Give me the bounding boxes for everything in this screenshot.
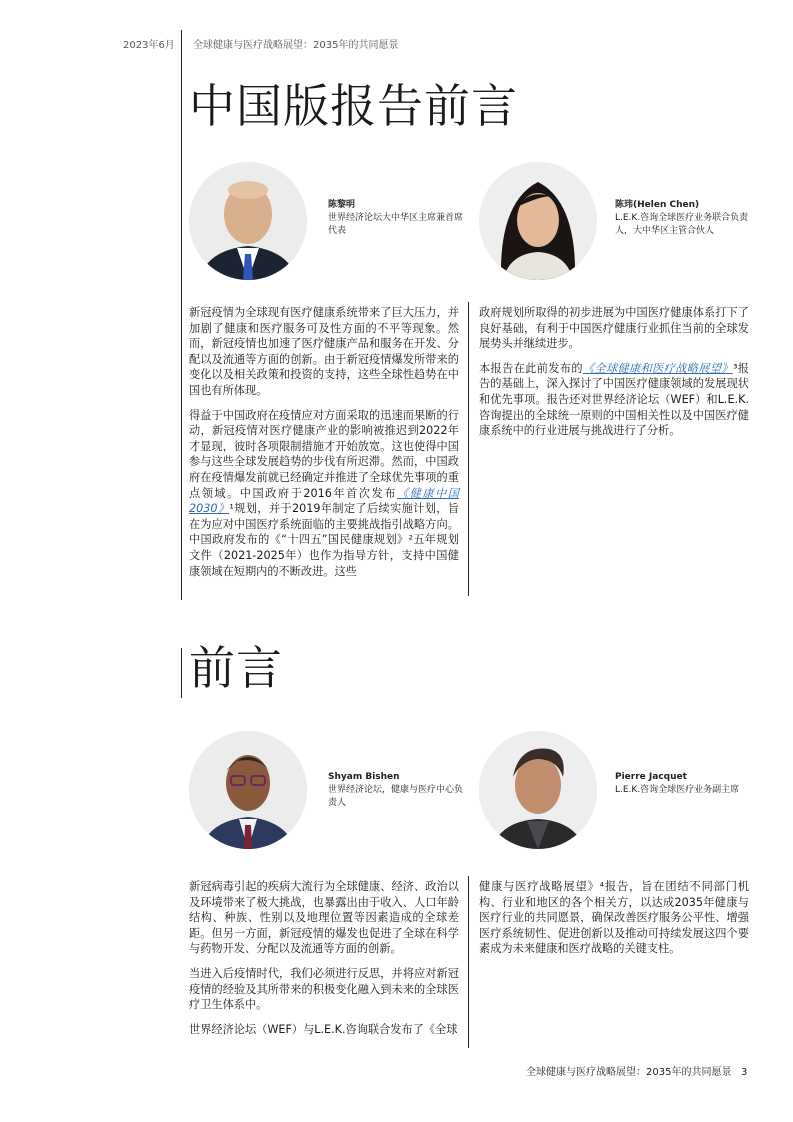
- section1-right-column: [479, 305, 749, 448]
- person-name: 陈玮(Helen Chen): [615, 200, 700, 210]
- person2-caption: [615, 199, 750, 238]
- paragraph: 政府规划所取得的初步进展为中国医疗健康体系打下了良好基础，有利于中国医疗健康行业抓住当前的全球发展势头并继续进步。: [479, 306, 749, 351]
- section1-left-column: [189, 305, 459, 588]
- person4-caption: [615, 771, 750, 797]
- column-divider-2: [468, 876, 469, 1048]
- text-run: ³报告的基础上，深入探讨了中国医疗健康领域的发展现状和优先事项。报告还对世界经济论坛（WEF）和L.E.K.咨询提出的全球统一原则的中国相关性以及中国医疗健康系统中的行业进展与挑战进行了分析。: [479, 361, 749, 438]
- footer-doc-title: 全球健康与医疗战略展望：2035年的共同愿景: [526, 1067, 732, 1078]
- person-role: 世界经济论坛，健康与医疗中心负责人: [328, 785, 464, 808]
- paragraph: 当进入后疫情时代，我们必须进行反思，并将应对新冠疫情的经验及其所带来的积极变化融入到未来的全球医疗卫生体系中。: [189, 966, 459, 1012]
- paragraph: 健康与医疗战略展望》⁴报告，旨在团结不同部门机构、行业和地区的各个相关方，以达成2035年健康与医疗行业的共同愿景，确保改善医疗服务公平性、增强医疗系统韧性、促进创新以及推动可持续发展这四个要素成为未来健康和医疗战略的关键支柱。: [479, 880, 749, 956]
- avatar-helen-chen: [479, 162, 597, 280]
- person1-caption: [328, 199, 463, 238]
- person-name: Pierre Jacquet: [615, 772, 687, 782]
- person-name: Shyam Bishen: [328, 772, 400, 782]
- column-divider-1: [468, 302, 469, 596]
- vertical-rule-top: [181, 30, 182, 600]
- person-role: L.E.K.咨询全球医疗业务联合负责人，大中华区主管合伙人: [615, 213, 749, 236]
- header-doc-title: 全球健康与医疗战略展望：2035年的共同愿景: [193, 40, 399, 51]
- paragraph: 新冠病毒引起的疾病大流行为全球健康、经济、政治以及环境带来了极大挑战，也暴露出由于收入、人口年龄结构、种族、性别以及地理位置等因素造成的全球差距。但另一方面，新冠疫情的爆发也促进了全球在科学与药物开发、分配以及流通等方面的创新。: [189, 880, 459, 956]
- section2-left-column: [189, 879, 459, 1046]
- avatar-shyam-bishen: [189, 731, 307, 849]
- person-role: 世界经济论坛大中华区主席兼首席代表: [328, 213, 464, 236]
- text-run: 本报告在此前发布的: [479, 361, 583, 375]
- paragraph: 世界经济论坛（WEF）与L.E.K.咨询联合发布了《全球: [189, 1022, 458, 1036]
- avatar-pierre-jacquet: [479, 731, 597, 849]
- person-role: L.E.K.咨询全球医疗业务副主席: [615, 785, 740, 795]
- text-run: ¹规划，并于2019年制定了后续实施计划，旨在为应对中国医疗系统面临的主要挑战指引战略方向。中国政府发布的《“十四五”国民健康规划》²五年规划文件（2021-2025年）也作为指导方针，支持中国健康领域在短期内的不断改进。这些: [189, 502, 459, 578]
- person3-caption: [328, 771, 463, 810]
- section2-title: 前言: [189, 641, 283, 695]
- healthy-china-2030-link[interactable]: 《健康中国2030》: [189, 486, 459, 516]
- paragraph: [479, 361, 749, 439]
- header-date: 2023年6月: [123, 40, 175, 51]
- paragraph: 新冠疫情为全球现有医疗健康系统带来了巨大压力，并加剧了健康和医疗服务可及性方面的不平等现象。然而，新冠疫情也加速了医疗健康产品和服务在开发、分配以及流通等方面的创新。由于新冠疫情爆发所带来的变化以及相关政策和投资的支持，这些全球性趋势在中国也有所体现。: [189, 306, 459, 397]
- paragraph: [189, 408, 459, 580]
- text-run: 得益于中国政府在疫情应对方面采取的迅速而果断的行动，新冠疫情对医疗健康产业的影响被推迟到2022年才显现，彼时各项限制措施才开始放宽。这也使得中国参与这些全球发展趋势的步伐有所迟滞。然而，中国政府在疫情爆发前就已经确定并推进了全球优先事项的重点领域。中国政府于2016年首次发布: [189, 408, 459, 500]
- section2-right-column: [479, 879, 749, 966]
- section1-title: 中国版报告前言: [189, 79, 518, 133]
- vertical-rule-bottom: [181, 648, 182, 698]
- avatar-chen-liming: [189, 162, 307, 280]
- footer-page-number: 3: [741, 1067, 748, 1078]
- person-name: 陈黎明: [328, 200, 356, 210]
- global-health-outlook-link[interactable]: 《全球健康和医疗战略展望》: [582, 361, 733, 375]
